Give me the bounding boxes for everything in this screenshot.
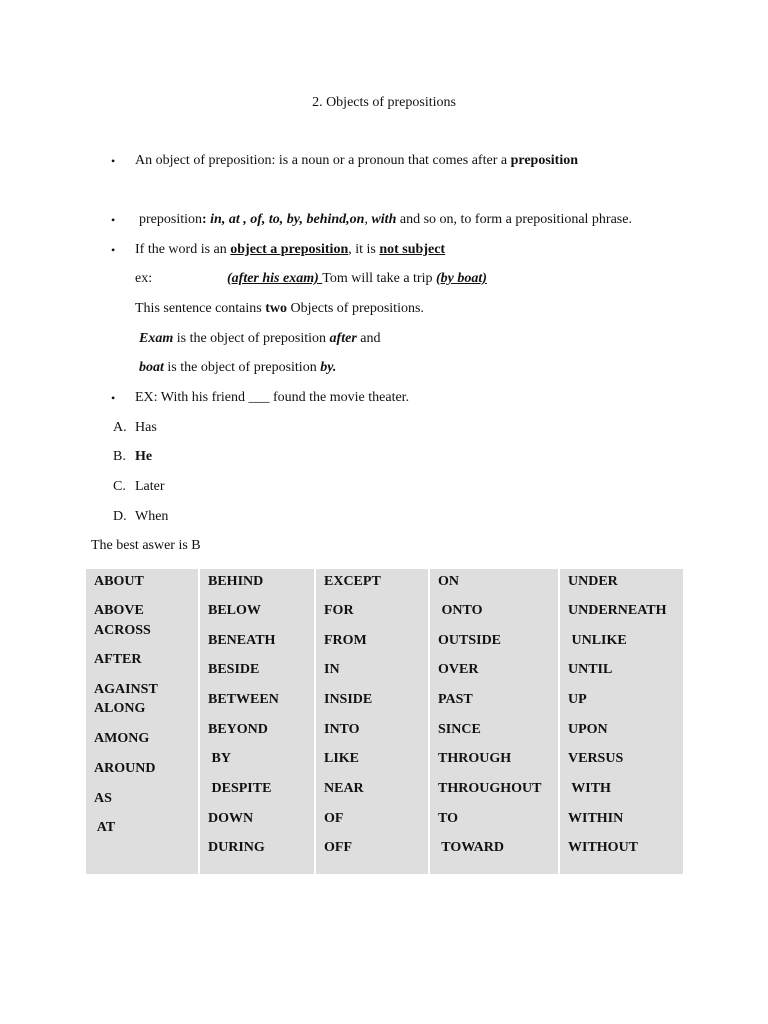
table-cell: INSIDE	[324, 692, 373, 707]
prep-line-colon: :	[202, 212, 207, 227]
example-sentence	[227, 270, 487, 288]
table-cell: INTO	[324, 722, 360, 737]
table-cell: UP	[568, 692, 587, 707]
table-cell: NEAR	[324, 781, 364, 796]
boat-prep: by.	[320, 360, 337, 375]
table-cell: ABOUT	[94, 574, 144, 589]
option-c-text: Later	[135, 479, 165, 494]
table-cell: FOR	[324, 603, 354, 618]
table-column	[86, 569, 200, 874]
definition-text: An object of preposition: is a noun or a pronoun that comes after a	[135, 153, 511, 168]
table-cell: AGAINST	[94, 682, 158, 697]
boat-line	[139, 359, 336, 377]
table-cell: BESIDE	[208, 662, 260, 677]
exam-line	[139, 330, 380, 348]
table-cell: OF	[324, 811, 344, 826]
contains-prefix: This sentence contains	[135, 301, 266, 316]
table-cell: WITHOUT	[568, 840, 639, 855]
table-cell: ON	[438, 574, 459, 589]
table-cell: VERSUS	[568, 751, 624, 766]
rule-mid: , it is	[348, 242, 380, 257]
table-cell: ALONG	[94, 701, 146, 716]
table-cell: TOWARD	[438, 840, 505, 855]
table-cell: PAST	[438, 692, 473, 707]
prep-line-suffix: and so on, to form a prepositional phrase.	[396, 212, 632, 227]
prep-line-comma: ,	[364, 212, 372, 227]
table-cell: UNLIKE	[568, 633, 627, 648]
boat-middle: is the object of preposition	[163, 360, 321, 375]
rule-bold-not-subject: not subject	[379, 242, 446, 257]
table-cell: AROUND	[94, 761, 156, 776]
rule-line	[135, 241, 445, 259]
option-a-letter: A.	[113, 420, 127, 435]
option-d-letter: D.	[113, 509, 127, 524]
example-phrase-2: (by boat)	[435, 271, 487, 286]
table-cell: UNDERNEATH	[568, 603, 667, 618]
table-cell: BEYOND	[208, 722, 268, 737]
table-cell: FROM	[324, 633, 367, 648]
prep-line-with: with	[371, 212, 397, 227]
bullet-marker: •	[111, 391, 116, 405]
table-column	[200, 569, 316, 874]
contains-suffix: Objects of prepositions.	[287, 301, 424, 316]
table-cell: THROUGH	[438, 751, 512, 766]
boat-word: boat	[139, 360, 164, 375]
table-cell: UNDER	[568, 574, 618, 589]
table-cell: OFF	[324, 840, 352, 855]
bullet-marker: •	[111, 243, 116, 257]
page-title: 2. Objects of prepositions	[312, 95, 456, 110]
exam-middle: is the object of preposition	[173, 331, 330, 346]
table-cell: DESPITE	[208, 781, 272, 796]
option-a-text: Has	[135, 420, 157, 435]
table-cell: TO	[438, 811, 458, 826]
example-middle: Tom will take a trip	[322, 271, 436, 286]
table-cell: IN	[324, 662, 340, 677]
table-cell: DURING	[208, 840, 265, 855]
option-b-letter: B.	[113, 449, 126, 464]
table-cell: DOWN	[208, 811, 254, 826]
table-cell: SINCE	[438, 722, 481, 737]
option-d-text: When	[135, 509, 169, 524]
exam-prep: after	[329, 331, 357, 346]
contains-bold: two	[265, 301, 288, 316]
table-cell: EXCEPT	[324, 574, 381, 589]
example-label: ex:	[135, 271, 153, 286]
table-cell: WITH	[568, 781, 611, 796]
table-cell: ABOVE	[94, 603, 144, 618]
table-cell: BETWEEN	[208, 692, 279, 707]
table-cell: AMONG	[94, 731, 150, 746]
answer-line: The best aswer is B	[91, 538, 201, 553]
exam-suffix: and	[356, 331, 381, 346]
question-line: EX: With his friend ___ found the movie theater.	[135, 390, 410, 405]
definition-bold: preposition	[510, 153, 579, 168]
definition-line	[135, 152, 578, 170]
table-cell: WITHIN	[568, 811, 624, 826]
table-cell: AT	[94, 820, 116, 835]
table-column	[430, 569, 560, 874]
table-cell: BEHIND	[208, 574, 264, 589]
rule-prefix: If the word is an	[135, 242, 231, 257]
prep-line-prefix: preposition	[139, 212, 202, 227]
table-cell: AFTER	[94, 652, 142, 667]
example-phrase-1: (after his exam)	[227, 271, 323, 286]
table-cell: AS	[94, 791, 112, 806]
table-cell: ONTO	[438, 603, 483, 618]
table-cell: UNTIL	[568, 662, 613, 677]
contains-line	[135, 300, 424, 318]
table-cell: OVER	[438, 662, 479, 677]
preposition-table	[86, 569, 683, 874]
prep-line-list: in, at , of, to, by, behind,on	[206, 212, 365, 227]
rule-bold-object: object a preposition	[230, 242, 349, 257]
table-cell: BELOW	[208, 603, 261, 618]
table-cell: ACROSS	[94, 623, 151, 638]
table-cell: LIKE	[324, 751, 360, 766]
exam-word: Exam	[139, 331, 174, 346]
table-column	[560, 569, 683, 874]
bullet-marker: •	[111, 154, 116, 168]
table-cell: UPON	[568, 722, 608, 737]
table-cell: OUTSIDE	[438, 633, 502, 648]
table-cell: BY	[208, 751, 231, 766]
option-c-letter: C.	[113, 479, 126, 494]
table-cell: THROUGHOUT	[438, 781, 542, 796]
option-b-text: He	[135, 449, 153, 464]
table-cell: BENEATH	[208, 633, 276, 648]
preposition-list-line	[139, 211, 632, 229]
table-column	[316, 569, 430, 874]
bullet-marker: •	[111, 213, 116, 227]
